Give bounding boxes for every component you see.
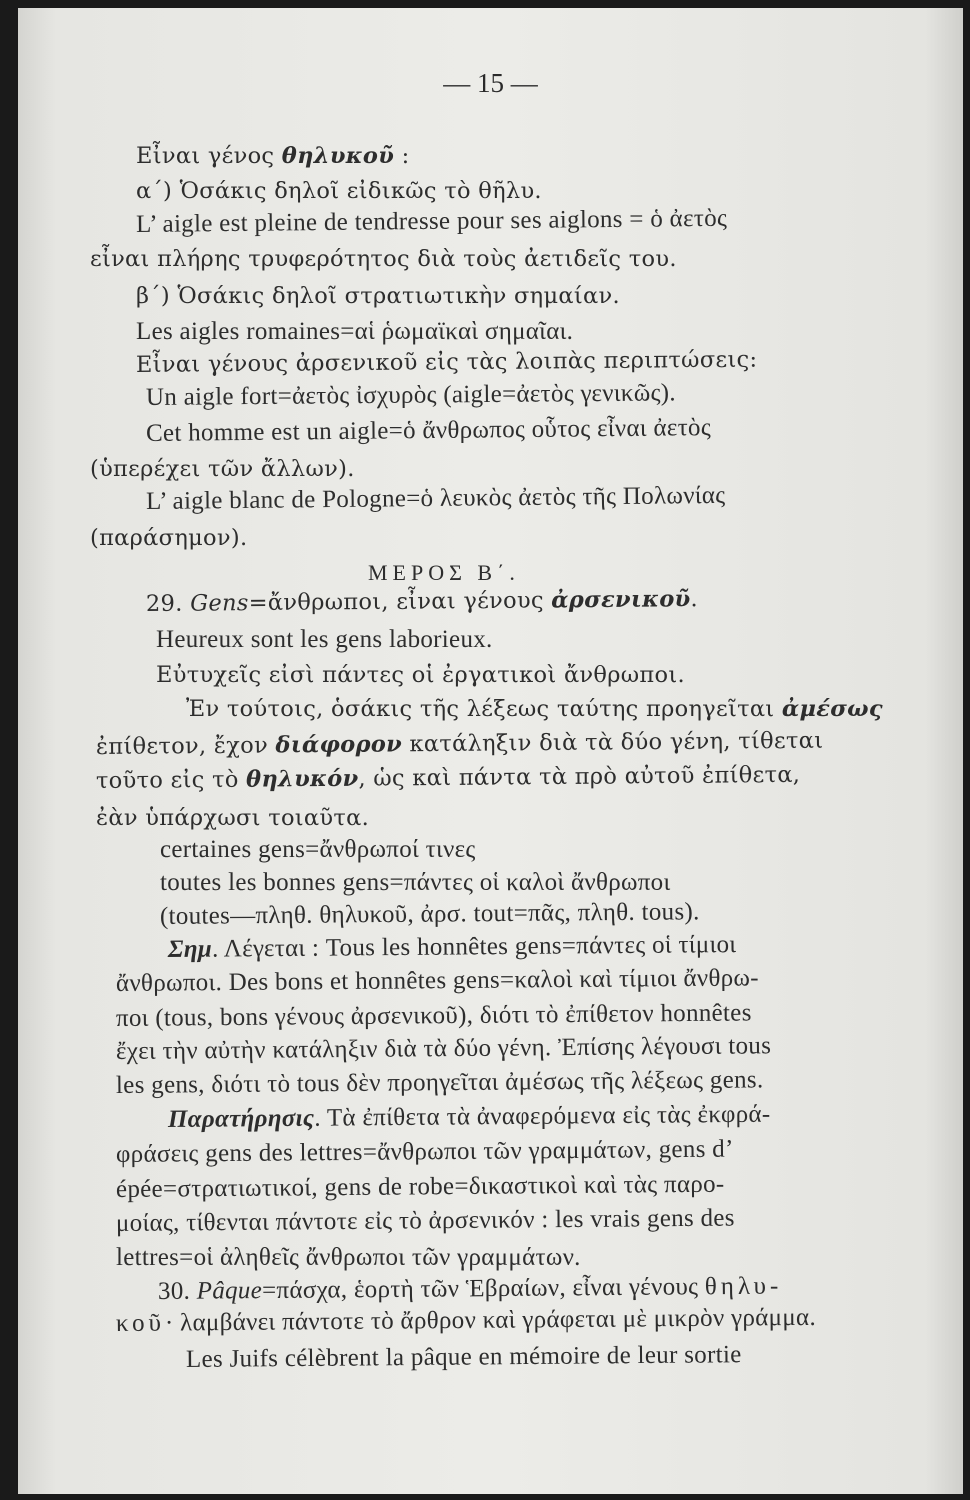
text-line: (ὑπερέχει τῶν ἄλλων). [90,456,355,482]
text-line: Les aigles romaines=αἱ ῥωμαϊκαὶ σημαῖαι. [136,318,574,345]
page-number: — 15 — [443,68,538,98]
text-line: toutes les bonnes gens=πάντες οἱ καλοὶ ἄνθρωποι [160,869,671,896]
text-line: Un aigle fort=ἀετὸς ἰσχυρὸς (aigle=ἀετὸς γενικῶς). [145,379,676,411]
text-line: Ἐν τούτοις, ὁσάκις τῆς λέξεως ταύτης προηγεῖται ἀμέσως [186,696,883,722]
text-line: φράσεις gens des lettres=ἄνθρωποι τῶν γραμμάτων, gens d’ [115,1135,734,1168]
text-line: L’ aigle blanc de Pologne=ὁ λευκὸς ἀετὸς τῆς Πολωνίας [145,481,726,515]
text-line: Εὐτυχεῖς εἰσὶ πάντες οἱ ἐργατικοὶ ἄνθρωποι. [156,662,685,688]
text-line: ἄνθρωποι. Des bons et honnêtes gens=καλοὶ καὶ τίμιοι ἄνθρω- [115,964,759,997]
text-line: (παράσημον). [90,525,248,551]
text-line: Σημ. Λέγεται : Tous les honnêtes gens=πάντες οἱ τίμιοι [167,931,737,963]
text-line: certaines gens=ἄνθρωποί τινες [160,836,476,863]
text-line: épée=στρατιωτικοί, gens de robe=δικαστικοὶ καὶ τὰς παρο- [115,1170,725,1203]
text-line: τοῦτο εἰς τὸ θηλυκόν, ὡς καὶ πάντα τὰ πρὸ αὐτοῦ ἐπίθετα, [95,761,801,794]
text-line: Cet homme est un aigle=ὁ ἄνθρωπος οὗτος εἶναι ἀετὸς [145,414,712,447]
text-line: les gens, διότι τὸ tous δὲν προηγεῖται ἀμέσως τῆς λέξεως gens. [115,1066,764,1099]
text-line: ἔχει τὴν αὐτὴν κατάληξιν διὰ τὰ δύο γένη. Ἐπίσης λέγουσι tous [115,1032,772,1065]
text-line: (toutes—πληθ. θηλυκοῦ, ἀρσ. tout=πᾶς, πληθ. tous). [159,898,700,930]
text-line: μοίας, τίθενται πάντοτε εἰς τὸ ἀρσενικόν : les vrais gens des [115,1204,735,1237]
text-line: ποι (tous, bons γένους ἀρσενικοῦ), διότι τὸ ἐπίθετον honnêtes [115,999,752,1032]
text-line: 29. Gens=ἄνθρωποι, εἶναι γένους ἀρσενικοῦ. [145,586,699,617]
section-heading: ΜΕΡΟΣ Β΄. [368,560,520,585]
text-line: Heureux sont les gens laborieux. [156,626,493,653]
text-line: lettres=οἱ ἀληθεῖς ἄνθρωποι τῶν γραμμάτων. [116,1244,581,1271]
text-line: 30. Pâque=πάσχα, ἑορτὴ τῶν Ἑβραίων, εἶναι γένους θηλυ- [157,1272,783,1305]
text-line: Les Juifs célèbrent la pâque en mémoire de leur sortie [185,1341,742,1373]
text-line: κοῦ· λαμβάνει πάντοτε τὸ ἄρθρον καὶ γράφεται μὲ μικρὸν γράμμα. [115,1303,817,1337]
text-line: Παρατήρησις. Τὰ ἐπίθετα τὰ ἀναφερόμενα εἰς τὰς ἐκφρά- [167,1100,771,1133]
text-line: ἐὰν ὑπάρχωσι τοιαῦτα. [96,805,370,831]
text-line: εἶναι πλήρης τρυφερότητος διὰ τοὺς ἀετιδεῖς του. [90,246,677,272]
text-line: L’ aigle est pleine de tendresse pour ses aiglons = ὁ ἀετὸς [135,204,728,238]
text-line: Εἶναι γένος θηλυκοῦ : [136,143,410,169]
book-page [18,8,963,1494]
text-line: α΄) Ὁσάκις δηλοῖ εἰδικῶς τὸ θῆλυ. [136,178,542,204]
text-line: ἐπίθετον, ἔχον διάφορον κατάληξιν διὰ τὰ δύο γένη, τίθεται [95,727,824,760]
text-line: Εἶναι γένους ἀρσενικοῦ εἰς τὰς λοιπὰς περιπτώσεις: [135,346,758,378]
text-line: β΄) Ὁσάκις δηλοῖ στρατιωτικὴν σημαίαν. [136,283,620,309]
